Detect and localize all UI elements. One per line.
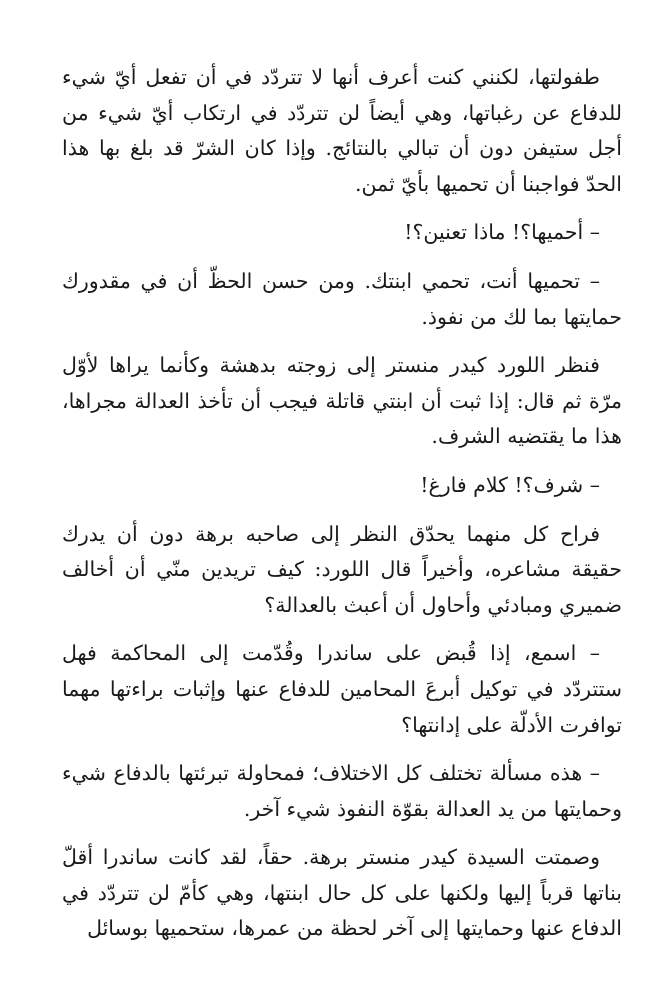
paragraph-3: – تحميها أنت، تحمي ابنتك. ومن حسن الحظّ أن في مقدورك حمايتها بما لك من نفوذ. bbox=[62, 268, 622, 329]
paragraph-7: – اسمع، إذا قُبض على ساندرا وقُدّمت إلى المحاكمة فهل ستتردّد في توكيل أبرعَ المحامين للدفاع عنها وإثبات براءتها مهما توافرت الأدلّة على إدانتها؟ bbox=[62, 641, 622, 737]
paragraph-6: فراح كل منهما يحدّق النظر إلى صاحبه برهة دون أن يدرك حقيقة مشاعره، وأخيراً قال اللورد: كيف تريدين منّي أن أخالف ضميري ومبادئي وأحاول أن أعبث بالعدالة؟ bbox=[62, 521, 622, 617]
paragraph-1: طفولتها، لكنني كنت أعرف أنها لا تتردّد في أن تفعل أيّ شيء للدفاع عن رغباتها، وهي أيضاً لن تتردّد في ارتكاب أيّ شيء من أجل ستيفن دون أن تبالي بالنتائج. وإذا كان الشرّ قد بلغ بها هذا الحدّ فواجبنا أن تحميها بأيّ ثمن. bbox=[62, 65, 622, 196]
paragraph-2: – أحميها؟! ماذا تعنين؟! bbox=[404, 220, 600, 245]
paragraph-4: فنظر اللورد كيدر منستر إلى زوجته بدهشة وكأنما يراها لأوّل مرّة ثم قال: إذا ثبت أن ابنتي قاتلة فيجب أن تأخذ العدالة مجراها، هذا ما يقتضيه الشرف. bbox=[62, 353, 622, 449]
paragraph-5: – شرف؟! كلام فارغ! bbox=[420, 472, 600, 497]
paragraph-8: – هذه مسألة تختلف كل الاختلاف؛ فمحاولة تبرئتها بالدفاع شيء وحمايتها من يد العدالة بقوّة النفوذ شيء آخر. bbox=[62, 761, 622, 821]
paragraph-9: وصمتت السيدة كيدر منستر برهة. حقاً، لقد كانت ساندرا أقلّ بناتها قرباً إليها ولكنها على كل حال ابنتها، وهي كأمّ لن تتردّد في الدفاع عنها وحمايتها إلى آخر لحظة من عمرها، ستحميها بوسائل bbox=[62, 845, 622, 941]
book-page bbox=[62, 60, 622, 947]
